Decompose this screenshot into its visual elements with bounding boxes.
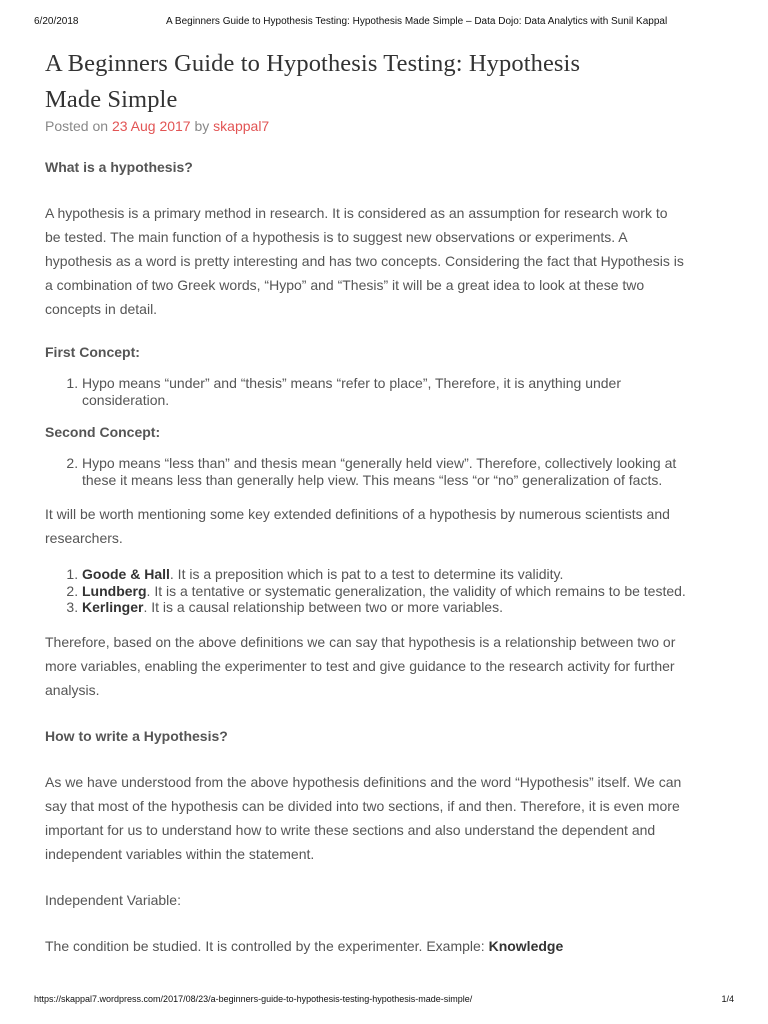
paragraph-definitions-intro xyxy=(45,502,735,550)
text-line: these it means less than generally help view. This means “less “or “no” generalization of facts. xyxy=(82,471,663,488)
definition-item xyxy=(82,583,735,600)
definitions-list xyxy=(45,566,735,616)
paragraph-how-to-write xyxy=(45,770,735,866)
first-concept-list xyxy=(45,375,735,408)
text-line: Hypo means “under” and “thesis” means “refer to place”, Therefore, it is anything under xyxy=(82,375,621,391)
post-date-link[interactable]: 23 Aug 2017 xyxy=(111,118,191,134)
text-line: analysis. xyxy=(45,681,100,698)
heading-second-concept: Second Concept: xyxy=(45,424,161,440)
print-page-title: A Beginners Guide to Hypothesis Testing: Hypothesis Made Simple – Data Dojo: Data Analytics with Sunil Kappal xyxy=(166,16,668,27)
heading-what-is-hypothesis: What is a hypothesis? xyxy=(45,159,193,175)
heading-first-concept: First Concept: xyxy=(45,344,140,360)
print-footer xyxy=(34,994,734,1008)
text-line: researchers. xyxy=(45,530,123,546)
text-line: consideration. xyxy=(82,391,170,408)
definition-text: . It is a preposition which is pat to a test to determine its validity. xyxy=(169,566,564,582)
print-header xyxy=(34,16,734,30)
print-url: https://skappal7.wordpress.com/2017/08/23/a-beginners-guide-to-hypothesis-testing-hypothesis-made-simple/ xyxy=(34,994,473,1004)
second-concept-list xyxy=(45,455,735,488)
text-line: concepts in detail. xyxy=(45,301,158,317)
author-link[interactable]: skappal7 xyxy=(213,118,270,134)
text-line: be tested. The main function of a hypothesis is to suggest new observations or experiments. A xyxy=(45,229,628,245)
post-content xyxy=(45,46,735,958)
post-title xyxy=(45,46,735,118)
print-page-number: 1/4 xyxy=(721,994,734,1004)
list-item xyxy=(82,375,735,408)
definition-author: Lundberg xyxy=(82,582,147,599)
paragraph-therefore xyxy=(45,630,735,702)
definition-author: Kerlinger xyxy=(82,599,144,615)
definition-item xyxy=(82,599,735,616)
print-date: 6/20/2018 xyxy=(34,16,79,27)
text-line: more variables, enabling the experimenter to test and give guidance to the research activity for further xyxy=(45,657,675,674)
text-line: say that most of the hypothesis can be divided into two sections, if and then. Therefore, it is even more xyxy=(45,797,680,814)
text-line: The condition be studied. It is controlled by the experimenter. Example: xyxy=(45,937,489,954)
text-line: hypothesis as a word is pretty interesting and has two concepts. Considering the fact that Hypothesis is xyxy=(45,253,684,269)
definition-item xyxy=(82,566,735,583)
text-line: A hypothesis is a primary method in research. It is considered as an assumption for research work to xyxy=(45,205,668,221)
post-title-line1: A Beginners Guide to Hypothesis Testing: Hypothesis xyxy=(45,50,581,77)
text-line: Hypo means “less than” and thesis mean “generally held view”. Therefore, collectively looking at xyxy=(82,455,677,471)
definition-text: . It is a tentative or systematic generalization, the validity of which remains to be tested. xyxy=(146,582,686,599)
text-line: It will be worth mentioning some key extended definitions of a hypothesis by numerous scientists and xyxy=(45,506,670,522)
text-line: independent variables within the statement. xyxy=(45,845,315,862)
posted-on-label: Posted on xyxy=(45,118,109,134)
list-item xyxy=(82,455,735,488)
post-title-line2: Made Simple xyxy=(45,86,178,113)
independent-variable-label: Independent Variable: xyxy=(45,891,181,908)
text-line: important for us to understand how to write these sections and also understand the dependent and xyxy=(45,821,656,838)
heading-how-to-write: How to write a Hypothesis? xyxy=(45,727,228,744)
text-line: As we have understood from the above hypothesis definitions and the word “Hypothesis” itself. We can xyxy=(45,773,682,790)
post-meta xyxy=(45,117,735,135)
paragraph-hypothesis-intro xyxy=(45,201,735,321)
definition-author: Goode & Hall xyxy=(82,566,170,582)
text-line: a combination of two Greek words, “Hypo” and “Thesis” it will be a great idea to look at these two xyxy=(45,277,645,293)
paragraph-condition xyxy=(45,934,735,958)
definition-text: . It is a causal relationship between two or more variables. xyxy=(143,599,503,615)
text-line: Therefore, based on the above definitions we can say that hypothesis is a relationship between two or xyxy=(45,633,676,650)
knowledge-example: Knowledge xyxy=(488,937,564,954)
by-label: by xyxy=(194,118,210,134)
